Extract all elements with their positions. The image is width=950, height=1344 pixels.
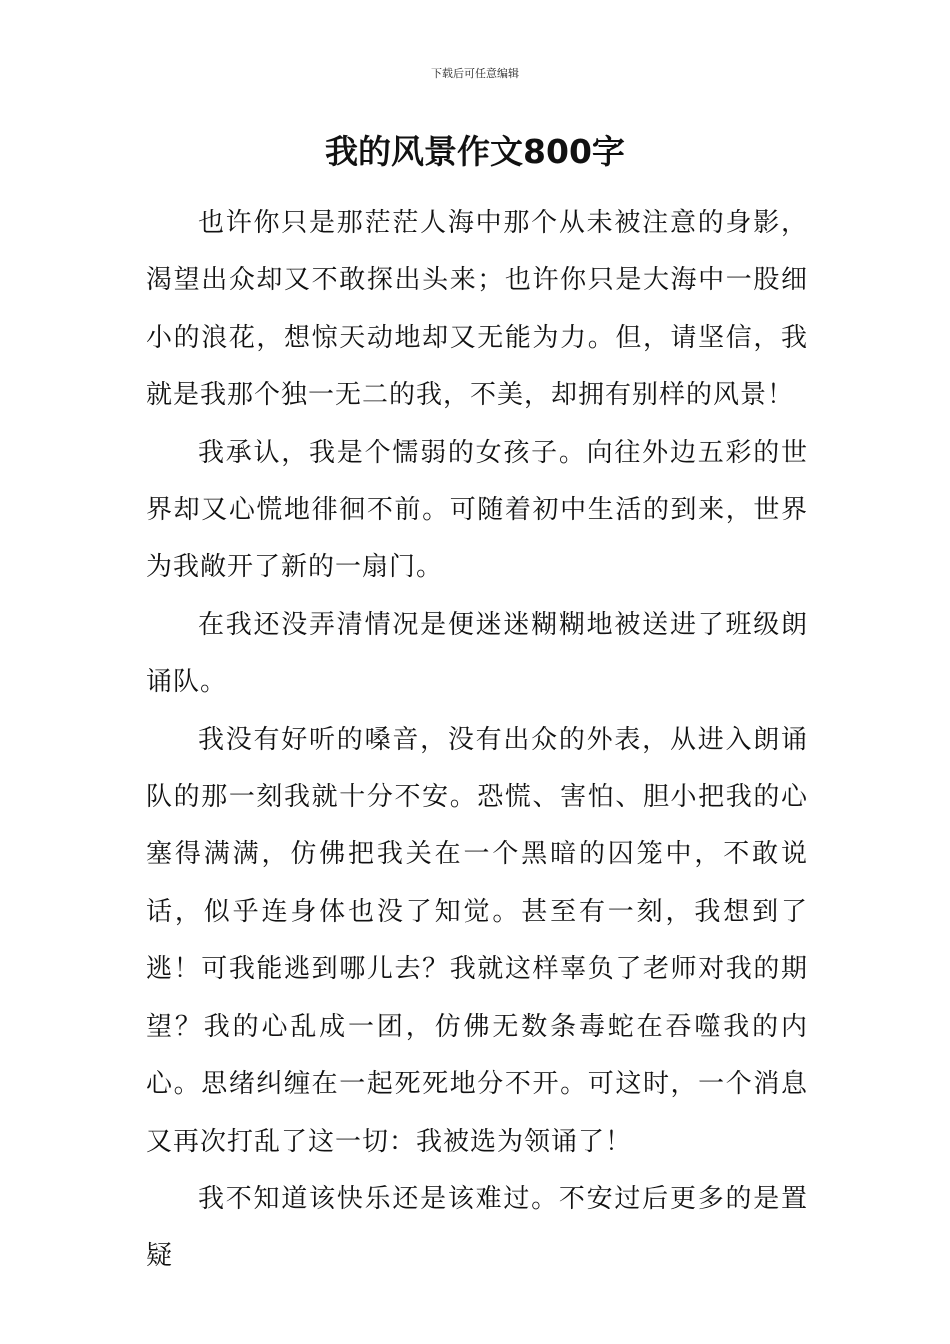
header-note: 下载后可任意编辑	[431, 67, 519, 80]
article-body	[146, 195, 808, 1286]
paragraph-1: 也许你只是那茫茫人海中那个从未被注意的身影，渴望出众却又不敢探出头来；也许你只是大海中一股细小的浪花，想惊天动地却又无能为力。但，请坚信，我就是我那个独一无二的我，不美，却拥有别样的风景！	[146, 208, 808, 411]
paragraph-4: 我没有好听的嗓音，没有出众的外表，从进入朗诵队的那一刻我就十分不安。恐慌、害怕、胆小把我的心塞得满满，仿佛把我关在一个黑暗的囚笼中，不敢说话，似乎连身体也没了知觉。甚至有一刻，我想到了逃！可我能逃到哪儿去？我就这样辜负了老师对我的期望？我的心乱成一团，仿佛无数条毒蛇在吞噬我的内心。思绪纠缠在一起死死地分不开。可这时，一个消息又再次打乱了这一切：我被选为领诵了！	[146, 724, 808, 1157]
paragraph-5: 我不知道该快乐还是该难过。不安过后更多的是置疑	[146, 1183, 808, 1272]
paragraph-3: 在我还没弄清情况是便迷迷糊糊地被送进了班级朗诵队。	[146, 609, 808, 698]
paragraph-2: 我承认，我是个懦弱的女孩子。向往外边五彩的世界却又心慌地徘徊不前。可随着初中生活的到来，世界为我敞开了新的一扇门。	[146, 437, 808, 583]
page-title: 我的风景作文800字	[325, 132, 625, 171]
